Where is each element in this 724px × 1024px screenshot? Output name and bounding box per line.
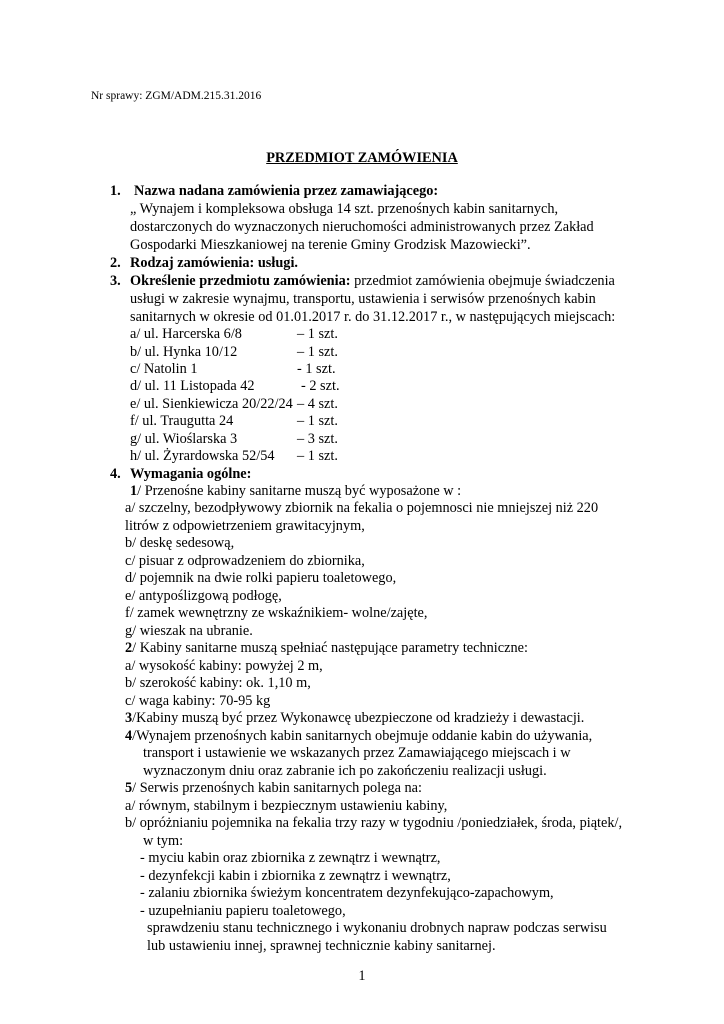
list-item: litrów z odpowietrzeniem grawitacyjnym, bbox=[125, 518, 365, 534]
location-qty: – 1 szt. bbox=[297, 326, 338, 342]
sub-item: - zalaniu zbiornika świeżym koncentratem dezynfekująco-zapachowym, bbox=[140, 885, 554, 901]
section-number: 4. bbox=[110, 466, 121, 482]
location-name: c/ Natolin 1 bbox=[130, 361, 198, 377]
paragraph-line: lub ustawieniu innej, sprawnej technicznie kabiny sanitarnej. bbox=[147, 938, 496, 954]
list-item: a/ wysokość kabiny: powyżej 2 m, bbox=[125, 658, 323, 674]
sub-item: - uzupełnianiu papieru toaletowego, bbox=[140, 903, 346, 919]
list-item: a/ równym, stabilnym i bezpiecznym ustawieniu kabiny, bbox=[125, 798, 448, 814]
point-number: 2 bbox=[125, 640, 133, 656]
paragraph-line: sanitarnych w okresie od 01.01.2017 r. do 31.12.2017 r., w następujących miejscach: bbox=[130, 309, 616, 325]
location-qty: - 2 szt. bbox=[301, 378, 340, 394]
section-intro bbox=[130, 273, 615, 290]
list-item: d/ pojemnik na dwie rolki papieru toaletowego, bbox=[125, 570, 397, 586]
sub-item: - myciu kabin oraz zbiornika z zewnątrz i wewnątrz, bbox=[140, 850, 441, 866]
list-item: c/ waga kabiny: 70-95 kg bbox=[125, 693, 271, 709]
paragraph-line: Gospodarki Mieszkaniowej na terenie Gminy Grodzisk Mazowiecki”. bbox=[130, 237, 531, 253]
point-number: 1 bbox=[130, 483, 138, 499]
location-name: f/ ul. Traugutta 24 bbox=[130, 413, 234, 429]
point-text: / Przenośne kabiny sanitarne muszą być wyposażone w : bbox=[137, 483, 462, 499]
paragraph-line: transport i ustawienie we wskazanych przez Zamawiającego miejscach i w bbox=[143, 745, 571, 761]
section-heading: Rodzaj zamówienia: usługi. bbox=[130, 255, 298, 271]
paragraph-line: dostarczonych do wyznaczonych nieruchomości administrowanych przez Zakład bbox=[130, 219, 594, 235]
list-item: c/ pisuar z odprowadzeniem do zbiornika, bbox=[125, 553, 365, 569]
location-qty: – 1 szt. bbox=[297, 344, 338, 360]
section-heading: Wymagania ogólne: bbox=[130, 466, 252, 482]
location-qty: – 1 szt. bbox=[297, 413, 338, 429]
paragraph-line: wyznaczonym dniu oraz zabranie ich po zakończeniu realizacji usługi. bbox=[143, 763, 547, 779]
point-number: 3 bbox=[125, 710, 133, 726]
list-item: g/ wieszak na ubranie. bbox=[125, 623, 253, 639]
sub-item: - dezynfekcji kabin i zbiornika z zewnątrz i wewnątrz, bbox=[140, 868, 451, 884]
list-item: b/ opróżnianiu pojemnika na fekalia trzy razy w tygodniu /poniedziałek, środa, piątek/, bbox=[125, 815, 623, 831]
point-1 bbox=[130, 483, 461, 500]
location-name: b/ ul. Hynka 10/12 bbox=[130, 344, 238, 360]
list-item: e/ antypoślizgową podłogę, bbox=[125, 588, 282, 604]
page-title: PRZEDMIOT ZAMÓWIENIA bbox=[266, 150, 458, 166]
point-text: /Wynajem przenośnych kabin sanitarnych obejmuje oddanie kabin do używania, bbox=[132, 728, 593, 744]
page-number: 1 bbox=[358, 968, 366, 984]
list-item: b/ deskę sedesową, bbox=[125, 535, 235, 551]
point-number: 5 bbox=[125, 780, 133, 796]
list-item: b/ szerokość kabiny: ok. 1,10 m, bbox=[125, 675, 311, 691]
point-4 bbox=[125, 728, 592, 745]
point-3 bbox=[125, 710, 584, 727]
section-heading: Nazwa nadana zamówienia przez zamawiającego: bbox=[134, 183, 439, 199]
case-number: Nr sprawy: ZGM/ADM.215.31.2016 bbox=[91, 90, 262, 102]
location-name: d/ ul. 11 Listopada 42 bbox=[130, 378, 255, 394]
location-name: e/ ul. Sienkiewicza 20/22/24 bbox=[130, 396, 293, 412]
section-number: 1. bbox=[110, 183, 121, 199]
location-qty: – 3 szt. bbox=[297, 431, 338, 447]
point-number: 4 bbox=[125, 728, 133, 744]
paragraph-line: „ Wynajem i kompleksowa obsługa 14 szt. przenośnych kabin sanitarnych, bbox=[130, 201, 559, 217]
location-name: h/ ul. Żyrardowska 52/54 bbox=[130, 448, 275, 464]
location-name: g/ ul. Wioślarska 3 bbox=[130, 431, 238, 447]
location-qty: – 1 szt. bbox=[297, 448, 338, 464]
list-item: a/ szczelny, bezodpływowy zbiornik na fekalia o pojemnosci nie mniejszej niż 220 bbox=[125, 500, 599, 516]
location-qty: – 4 szt. bbox=[297, 396, 338, 412]
point-text: /Kabiny muszą być przez Wykonawcę ubezpieczone od kradzieży i dewastacji. bbox=[132, 710, 585, 726]
paragraph-line: w tym: bbox=[143, 833, 184, 849]
section-number: 2. bbox=[110, 255, 121, 271]
location-name: a/ ul. Harcerska 6/8 bbox=[130, 326, 242, 342]
point-5 bbox=[125, 780, 422, 797]
point-text: / Kabiny sanitarne muszą spełniać następujące parametry techniczne: bbox=[132, 640, 528, 656]
list-item: f/ zamek wewnętrzny ze wskaźnikiem- wolne/zajęte, bbox=[125, 605, 428, 621]
point-text: / Serwis przenośnych kabin sanitarnych polega na: bbox=[132, 780, 422, 796]
section-intro-text: przedmiot zamówienia obejmuje świadczenia bbox=[350, 273, 615, 289]
point-2 bbox=[125, 640, 528, 657]
paragraph-line: usługi w zakresie wynajmu, transportu, ustawienia i serwisów przenośnych kabin bbox=[130, 291, 596, 307]
paragraph-line: sprawdzeniu stanu technicznego i wykonaniu drobnych napraw podczas serwisu bbox=[147, 920, 607, 936]
section-number: 3. bbox=[110, 273, 121, 289]
section-heading: Określenie przedmiotu zamówienia: bbox=[130, 273, 351, 289]
location-qty: - 1 szt. bbox=[297, 361, 336, 377]
